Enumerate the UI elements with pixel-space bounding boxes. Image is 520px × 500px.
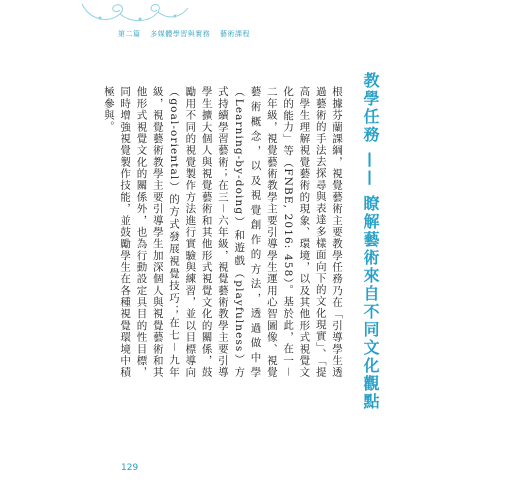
body-text <box>102 86 345 378</box>
header-part-title: 多媒體學習與實務 <box>150 30 211 38</box>
running-header <box>118 29 257 39</box>
header-sub-title: 藝術課程 <box>219 30 250 38</box>
body-paragraph: 根據芬蘭課綱，視覺藝術主要教學任務乃在「引導學生透過藝術的手法去探尋與表達多樣面向下的文化現實」、「提高學生理解視覺藝術的現象、環境，以及其他形式視覺文化的能力」等（FNBE, 2016: 458）。基於此，在一－二年級，視覺藝術教學主要引導學生運用心智圖像、視覺藝術概念，以及視覺創作的方法，透過做中學（Learning-by-doing）和遊戲（playfulness）方式持續學習藝術；在三－六年級，視覺藝術教學主要引導學生擴大個人與視覺藝術和其他形式視覺文化的關係，鼓勵用不同的視覺製作方法進行實驗與練習，並以目標導向（goal-oriental）的方式發展視覺技巧；在七－九年級，視覺藝術教學主要引導學生加深個人與視覺藝術和其他形式視覺文化的關係外，也為行動設定具目的性目標，同時增強視覺製作技能，並鼓勵學生在各種視覺環境中積極參與。 <box>102 86 343 378</box>
section-title: 教學任務 —— 瞭解藝術來自不同文化觀點 <box>361 72 380 412</box>
header-chapter: 第二篇 <box>118 30 141 38</box>
decorative-vine-icon <box>80 0 190 30</box>
page-number: 129 <box>121 463 139 473</box>
